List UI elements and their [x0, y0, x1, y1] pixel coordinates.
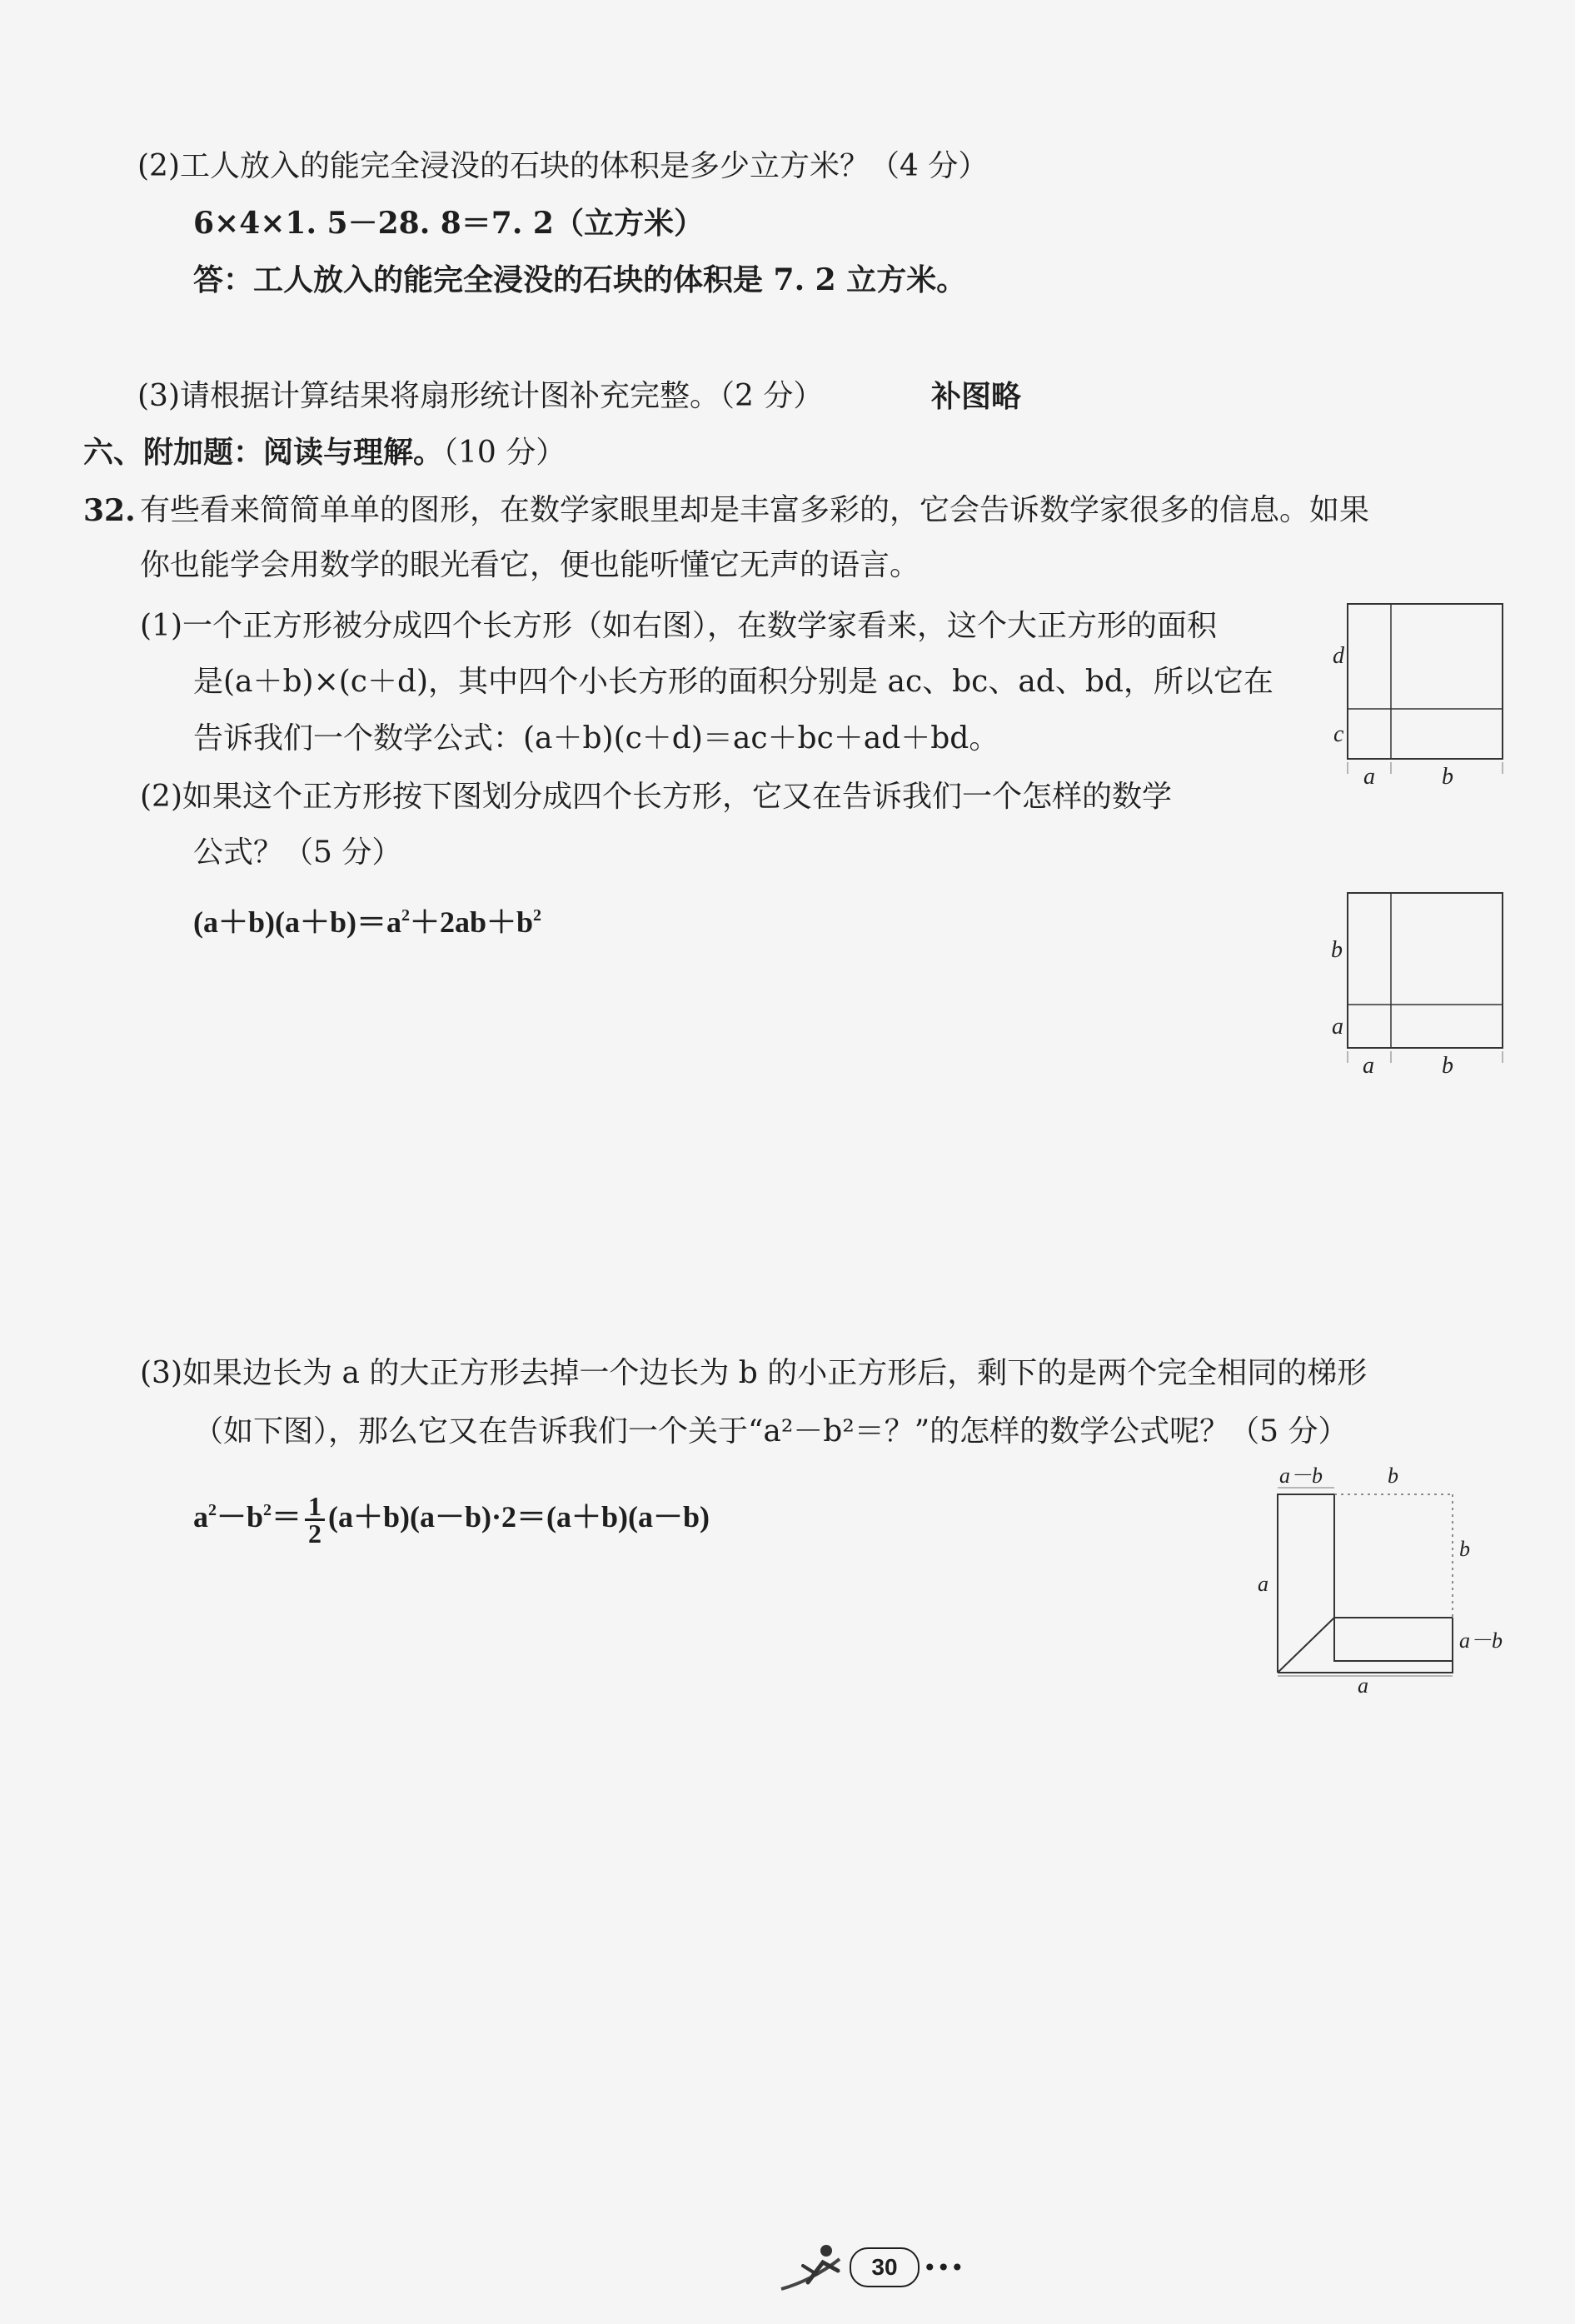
q32-part3-line2: （如下图），那么它又在告诉我们一个关于“a²－b²＝？”的怎样的数学公式呢？（5 分）: [193, 1414, 1348, 1449]
q32-part3-ans-eq: ＝: [272, 1500, 302, 1534]
q32-part3-ans-exp1: 2: [208, 1501, 217, 1519]
q32-part3-line1: (3)如果边长为 a 的大正方形去掉一个边长为 b 的小正方形后，剩下的是两个完全相同的梯形: [140, 1356, 1368, 1390]
page-number-dots: •••: [923, 2254, 964, 2282]
q32-part2-line2: 公式？（5 分）: [193, 835, 402, 870]
fig3-label-b-top: b: [1388, 1464, 1398, 1488]
fraction-numerator: 1: [305, 1494, 325, 1521]
page-number: 30: [850, 2247, 920, 2287]
fig2-label-a-bottom: a: [1363, 1053, 1374, 1079]
section-six-title: 六、附加题：阅读与理解。: [83, 435, 444, 470]
q31-part2-question: (2)工人放入的能完全浸没的石块的体积是多少立方米？（4 分）: [137, 149, 989, 183]
q31-part3-answer: 补图略: [931, 379, 1022, 414]
q32-number: 32.: [83, 493, 136, 528]
fig3-diagonal-cut: [1278, 1618, 1334, 1673]
fig3-label-a-bottom: a: [1358, 1673, 1368, 1698]
figure-3-two-trapezoids: [1241, 1416, 1524, 1699]
q32-part2-line1: (2)如果这个正方形按下图划分成四个长方形，它又在告诉我们一个怎样的数学: [140, 780, 1172, 814]
fig3-l-shape-outline: [1278, 1494, 1453, 1673]
q32-part2-answer-mid: ＋2ab＋b: [410, 905, 534, 939]
q31-part2-answer: 答：工人放入的能完全浸没的石块的体积是 7. 2 立方米。: [193, 262, 967, 297]
fig1-outer-square: [1348, 604, 1503, 759]
q32-part1-line3: 告诉我们一个数学公式：(a＋b)(c＋d)＝ac＋bc＋ad＋bd。: [193, 721, 999, 756]
q32-part3-ans-a1: a: [193, 1500, 208, 1534]
q32-part2-answer: [193, 895, 541, 942]
q32-part3-answer: [193, 1481, 710, 1549]
fig2-label-b-left: b: [1331, 937, 1343, 963]
one-half-fraction: [305, 1491, 325, 1549]
q32-part1-line1: (1)一个正方形被分成四个长方形（如右图），在数学家看来，这个大正方形的面积: [140, 609, 1217, 643]
fig2-outer-square: [1348, 893, 1503, 1048]
q31-part2-calculation: 6×4×1. 5－28. 8＝7. 2（立方米）: [193, 206, 704, 241]
fig1-label-a: a: [1363, 764, 1375, 790]
q31-part3-question: (3)请根据计算结果将扇形统计图补充完整。（2 分）: [137, 379, 824, 413]
q32-intro-line2: 你也能学会用数学的眼光看它，便也能听懂它无声的语言。: [140, 548, 920, 582]
fig1-label-d: d: [1333, 643, 1344, 669]
fig1-label-b: b: [1442, 764, 1453, 790]
q32-part3-ans-exp2: 2: [263, 1501, 272, 1519]
q32-intro-line1: 有些看来简简单单的图形，在数学家眼里却是丰富多彩的，它会告诉数学家很多的信息。如果: [140, 493, 1370, 527]
section-six-heading: [83, 432, 566, 473]
figure-2-divided-square: [1324, 883, 1516, 1083]
figure-1-divided-square: [1324, 596, 1516, 795]
fraction-denominator: 2: [308, 1519, 322, 1549]
fig3-label-b-right: b: [1459, 1537, 1470, 1561]
fig3-label-a-left: a: [1258, 1572, 1268, 1596]
runner-logo-icon: [775, 2241, 850, 2299]
q32-part3-ans-minus: －b: [217, 1500, 264, 1534]
fig3-label-a-minus-b-right: a－b: [1459, 1628, 1503, 1653]
q32-part2-exponent-1: 2: [401, 906, 410, 925]
section-six-points: （10 分）: [443, 436, 566, 470]
q32-part3-ans-rest: (a＋b)(a－b)·2＝(a＋b)(a－b): [328, 1500, 710, 1534]
q32-part2-exponent-2: 2: [533, 906, 542, 925]
q32-part1-line2: 是(a＋b)×(c＋d)，其中四个小长方形的面积分别是 ac、bc、ad、bd，所以它在: [193, 665, 1273, 699]
q32-part2-answer-left: (a＋b)(a＋b)＝a: [193, 905, 401, 939]
fig2-label-b-bottom: b: [1442, 1053, 1453, 1079]
fig3-label-a-minus-b-top: a－b: [1279, 1464, 1323, 1488]
fig2-label-a-left: a: [1332, 1014, 1343, 1040]
fig1-label-c: c: [1333, 721, 1344, 747]
